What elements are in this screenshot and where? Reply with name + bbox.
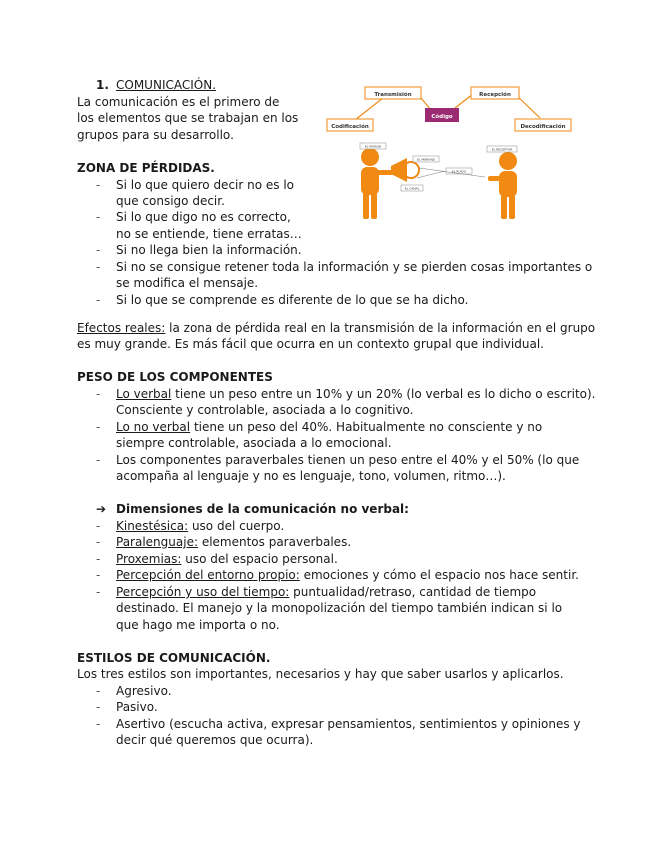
intro-line: grupos para su desarrollo. [77, 128, 234, 142]
recepcion-label: Recepción [479, 92, 511, 98]
tiempo-text: puntualidad/retraso, cantidad de tiempo [289, 585, 537, 599]
peso-item [116, 419, 542, 436]
dimension-item: destinado. El manejo y la monopolización del tiempo también indican si lo [116, 601, 563, 615]
zona-item: Si no se consigue retener toda la información y se pierden cosas importantes o [116, 260, 593, 274]
kinestesica-label: Kinestésica: [116, 519, 189, 533]
peso-title: PESO DE LOS COMPONENTES [77, 370, 273, 384]
bullet: - [96, 585, 101, 599]
dimension-item [116, 567, 579, 584]
verbal-label: Lo verbal [116, 387, 172, 401]
ruido-label: EL RUIDO [451, 169, 467, 174]
efectos-text: la zona de pérdida real en la transmisión de la información en el grupo [165, 321, 596, 335]
section-title: COMUNICACIÓN. [116, 78, 217, 92]
intro-line: los elementos que se trabajan en los [77, 111, 299, 125]
noverbal-label: Lo no verbal [116, 420, 191, 434]
bullet: - [96, 717, 101, 731]
estilo-item: Pasivo. [116, 700, 158, 714]
dimension-item [116, 518, 284, 535]
bullet: - [96, 260, 101, 274]
proxemias-text: uso del espacio personal. [181, 552, 338, 566]
dimension-item [116, 534, 351, 551]
peso-item: Los componentes paraverbales tienen un peso entre el 40% y el 50% (lo que [116, 453, 580, 467]
dimension-item [116, 584, 536, 601]
transmision-label: Transmisión [374, 92, 412, 98]
section-number: 1. [96, 78, 109, 92]
canal-label: EL CANAL [404, 186, 420, 191]
estilo-item: Agresivo. [116, 684, 172, 698]
zona-item: no se entiende, tiene erratas… [116, 227, 302, 241]
bullet: - [96, 519, 101, 533]
entorno-label: Percepción del entorno propio: [116, 568, 300, 582]
peso-item: siempre controlable, asociada a lo emocional. [116, 436, 392, 450]
bullet: - [96, 243, 101, 257]
estilos-title: ESTILOS DE COMUNICACIÓN. [77, 651, 271, 665]
estilos-intro: Los tres estilos son importantes, necesarios y hay que saber usarlos y aplicarlos. [77, 667, 564, 681]
decodificacion-label: Decodificación [520, 124, 566, 130]
tiempo-label: Percepción y uso del tiempo: [116, 585, 290, 599]
bullet: - [96, 387, 101, 401]
bullet: - [96, 700, 101, 714]
intro-line: La comunicación es el primero de [77, 95, 280, 109]
efectos-label: Efectos reales: [77, 321, 166, 335]
estilo-item: Asertivo (escucha activa, expresar pensamientos, sentimientos y opiniones y [116, 717, 581, 731]
verbal-text: tiene un peso entre un 10% y un 20% (lo verbal es lo dicho o escrito). [171, 387, 596, 401]
proxemias-label: Proxemias: [116, 552, 182, 566]
peso-item: Consciente y controlable, asociada a lo cognitivo. [116, 403, 414, 417]
bullet: - [96, 684, 101, 698]
bullet: - [96, 568, 101, 582]
bullet: - [96, 293, 101, 307]
paralenguaje-label: Paralenguaje: [116, 535, 198, 549]
zona-item: que consigo decir. [116, 194, 225, 208]
entorno-text: emociones y cómo el espacio nos hace sentir. [299, 568, 579, 582]
zona-title: ZONA DE PÉRDIDAS. [77, 161, 215, 175]
emisor-figure [361, 148, 393, 219]
dimension-item: que hago me importa o no. [116, 618, 280, 632]
efectos-line: es muy grande. Es más fácil que ocurra en un contexto grupal que individual. [77, 337, 544, 351]
peso-item: acompaña al lenguaje y no es lenguaje, tono, volumen, ritmo…). [116, 469, 506, 483]
receptor-figure [488, 152, 517, 219]
zona-item: Si no llega bien la información. [116, 243, 302, 257]
bullet: - [96, 420, 101, 434]
zona-item: Si lo que quiero decir no es lo [116, 178, 295, 192]
bullet: - [96, 453, 101, 467]
dimensiones-title: Dimensiones de la comunicación no verbal: [116, 502, 409, 516]
noverbal-text: tiene un peso del 40%. Habitualmente no consciente y no [190, 420, 543, 434]
mensaje-label: EL MENSAJE [416, 157, 436, 162]
zona-item: Si lo que se comprende es diferente de lo que se ha dicho. [116, 293, 469, 307]
bullet: - [96, 535, 101, 549]
bullet: - [96, 178, 101, 192]
dimension-item [116, 551, 338, 568]
zona-item: Si lo que digo no es correcto, [116, 210, 291, 224]
codigo-label: Código [431, 114, 453, 120]
bullet: - [96, 552, 101, 566]
estilo-item: decir qué queremos que ocurra). [116, 733, 314, 747]
emisor-label: EL EMISOR [364, 144, 382, 149]
bullet: - [96, 210, 101, 224]
paralenguaje-text: elementos paraverbales. [198, 535, 352, 549]
kinestesica-text: uso del cuerpo. [188, 519, 285, 533]
arrow-icon: ➔ [96, 502, 107, 516]
codificacion-label: Codificación [331, 124, 369, 130]
peso-item [116, 386, 596, 403]
efectos-line [77, 320, 595, 337]
communication-diagram [325, 80, 575, 225]
receptor-label: EL RECEPTOR [491, 147, 513, 152]
zona-item: se modifica el mensaje. [116, 276, 259, 290]
